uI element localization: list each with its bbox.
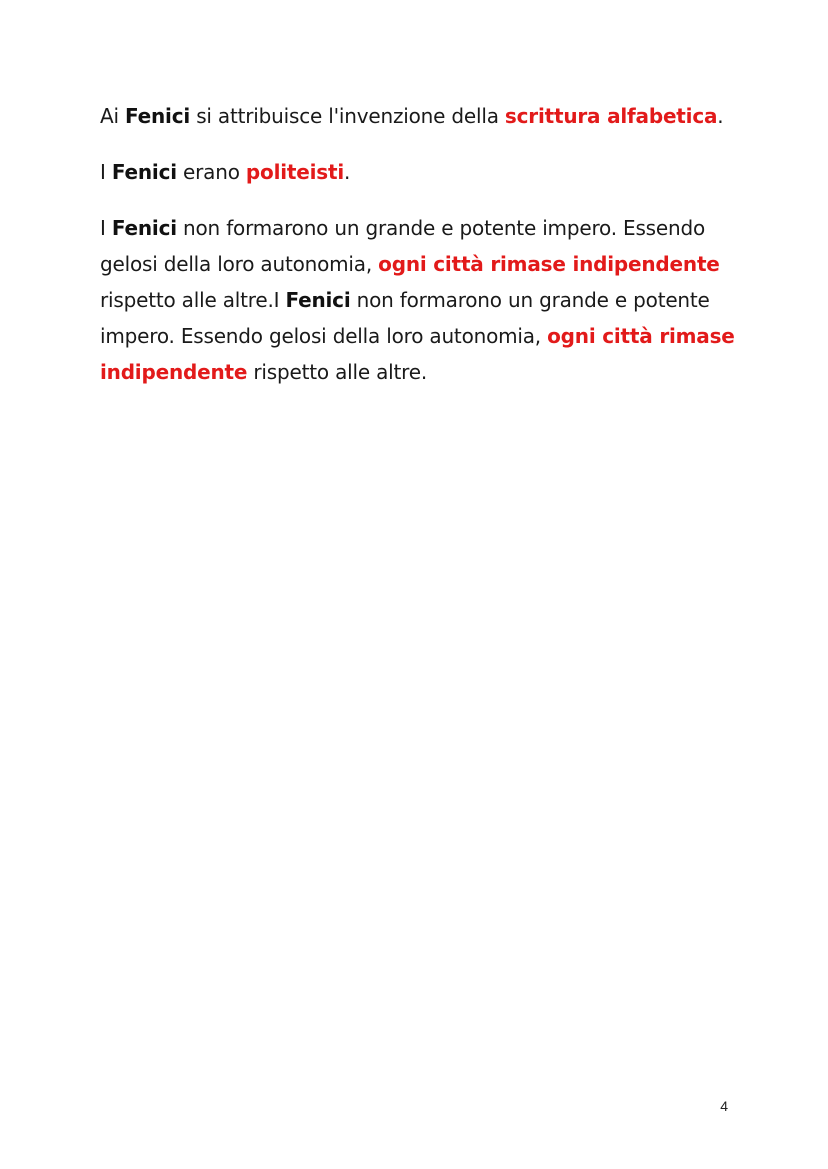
bold-term: Fenici (285, 288, 351, 312)
page-number: 4 (720, 1098, 728, 1114)
text-segment: rispetto alle altre. (247, 360, 427, 384)
text-segment: non formarono un grande e potente impero. Essendo gelosi della loro autonomia, (100, 288, 710, 348)
bold-term: Fenici (125, 104, 191, 128)
paragraph-religion (100, 154, 740, 190)
bold-term: Fenici (111, 160, 177, 184)
bold-term: Fenici (111, 216, 177, 240)
highlighted-term: ogni città rimase indipendente (378, 252, 720, 276)
text-segment: Ai (100, 104, 125, 128)
paragraph-alphabet (100, 98, 740, 134)
text-segment: I (100, 216, 112, 240)
highlighted-term: ogni città rimase indipendente (100, 324, 735, 384)
text-segment: rispetto alle altre.I (100, 288, 286, 312)
highlighted-term: scrittura alfabetica (504, 104, 718, 128)
text-segment: non formarono un grande e potente impero. Essendo gelosi della loro autonomia, (100, 216, 706, 276)
paragraph-city-states (100, 210, 740, 390)
text-segment: . (717, 104, 724, 128)
text-segment: erano (176, 160, 246, 184)
document-body (100, 98, 740, 410)
text-segment: si attribuisce l'invenzione della (190, 104, 505, 128)
highlighted-term: politeisti (245, 160, 344, 184)
text-segment: . (343, 160, 351, 184)
text-segment: I (100, 160, 112, 184)
